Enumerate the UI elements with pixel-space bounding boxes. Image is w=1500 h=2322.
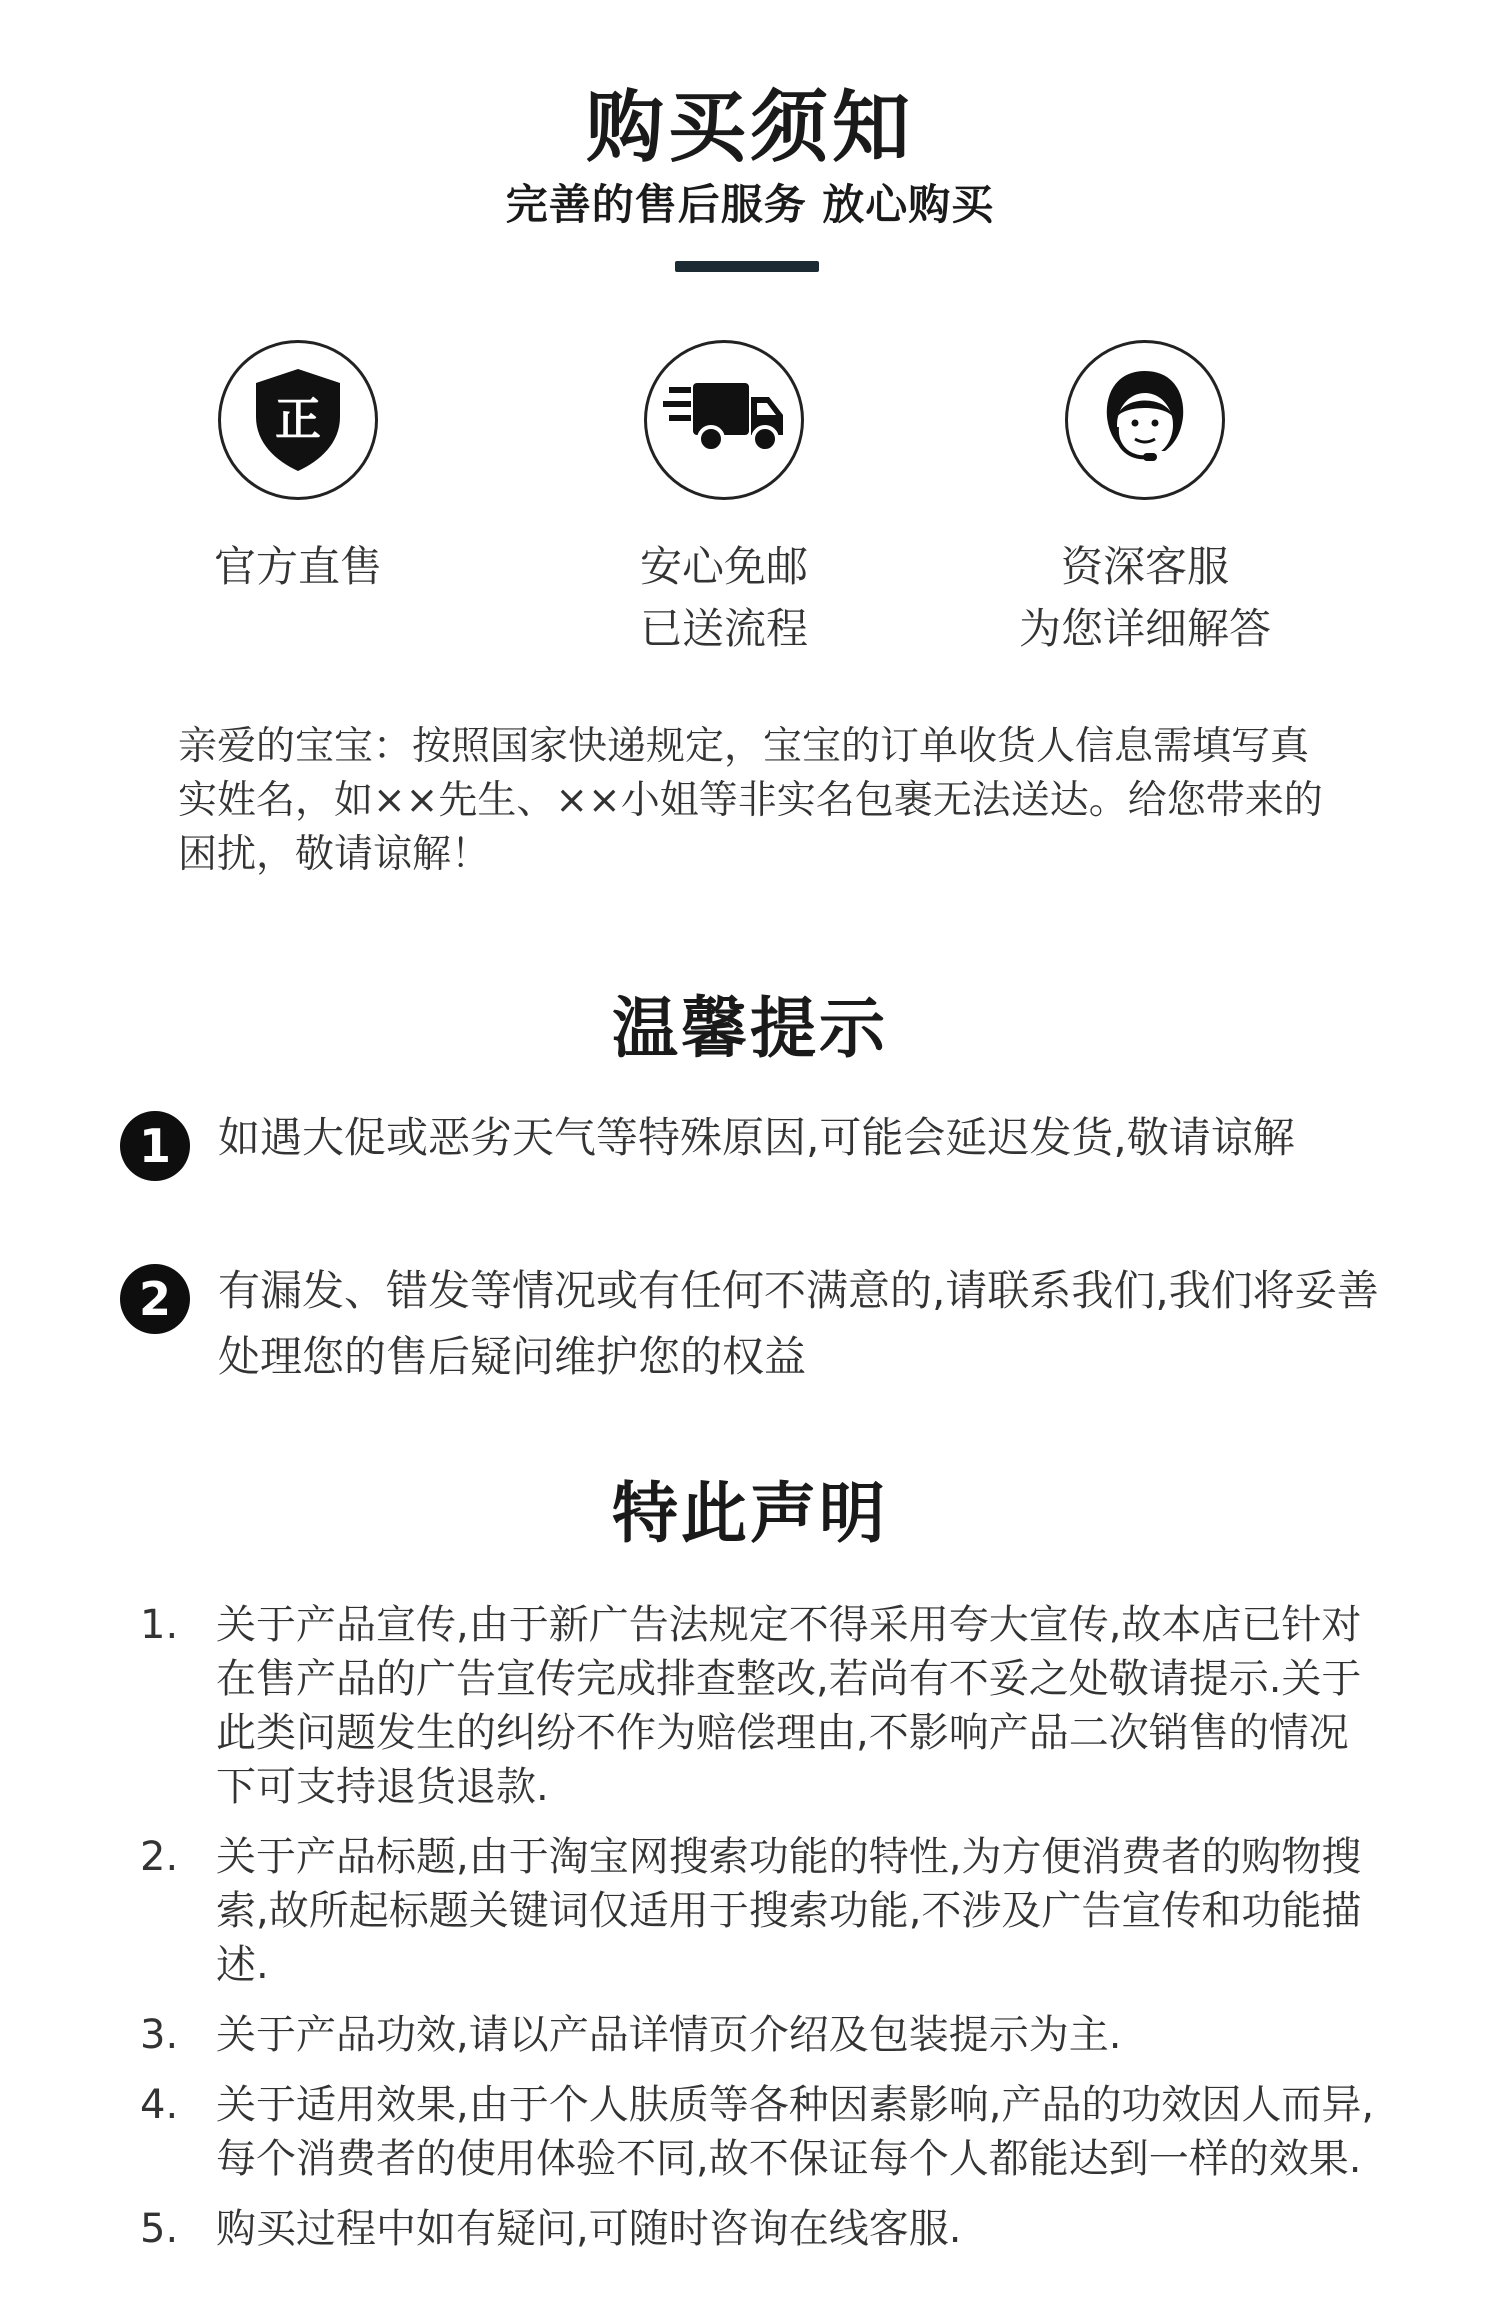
feature-label: 安心免邮 已送流程 xyxy=(639,542,808,653)
feature-official-sale xyxy=(128,340,468,598)
statement-text: 关于产品功效,请以产品详情页介绍及包装提示为主. xyxy=(216,2012,1122,2058)
statement-text: 关于适用效果,由于个人肤质等各种因素影响,产品的功效因人而异,每个消费者的使用体验不同,故不保证每个人都能达到一样的效果. xyxy=(216,2082,1375,2182)
statement-text: 关于产品宣传,由于新广告法规定不得采用夸大宣传,故本店已针对在售产品的广告宣传完成排查整改,若尚有不妥之处敬请提示.关于此类问题发生的纠纷不作为赔偿理由,不影响产品二次销售的情况下可支持退货退款. xyxy=(216,1602,1362,1810)
tip-text: 如遇大促或恶劣天气等特殊原因,可能会延迟发货,敬请谅解 xyxy=(218,1113,1295,1162)
page-subtitle: 完善的售后服务 放心购买 xyxy=(505,180,995,229)
customer-service-icon xyxy=(1095,365,1195,475)
delivery-truck-icon xyxy=(659,375,789,465)
tips-title: 温馨提示 xyxy=(612,990,888,1067)
shield-icon xyxy=(248,365,348,475)
statement-item xyxy=(140,2202,1380,2256)
feature-free-shipping xyxy=(554,340,894,660)
statement-number: 2. xyxy=(140,1834,179,1880)
feature-icon-circle xyxy=(218,340,378,500)
statement-item xyxy=(140,2078,1380,2186)
tip-text: 有漏发、错发等情况或有任何不满意的,请联系我们,我们将妥善处理您的售后疑问维护您的权益 xyxy=(218,1266,1379,1381)
statement-number: 1. xyxy=(140,1602,179,1648)
feature-label: 资深客服 为您详细解答 xyxy=(1018,542,1271,653)
statement-text: 关于产品标题,由于淘宝网搜索功能的特性,为方便消费者的购物搜索,故所起标题关键词仅适用于搜索功能,不涉及广告宣传和功能描述. xyxy=(216,1834,1362,1988)
feature-icon-circle xyxy=(1065,340,1225,500)
tip-item xyxy=(120,1258,1390,1390)
shield-badge-text: 正 xyxy=(275,392,321,446)
statement-list xyxy=(140,1598,1380,2272)
statement-number: 3. xyxy=(140,2012,179,2058)
feature-customer-service xyxy=(975,340,1315,660)
statement-item xyxy=(140,1598,1380,1814)
statement-number: 4. xyxy=(140,2082,179,2128)
statement-item xyxy=(140,2008,1380,2062)
feature-icon-circle xyxy=(644,340,804,500)
tip-number-badge: 2 xyxy=(120,1264,190,1334)
title-divider xyxy=(675,261,819,272)
statement-title: 特此声明 xyxy=(612,1475,888,1552)
statement-text: 购买过程中如有疑问,可随时咨询在线客服. xyxy=(216,2206,962,2252)
notice-text: 亲爱的宝宝：按照国家快递规定，宝宝的订单收货人信息需填写真实姓名，如××先生、××小姐等非实名包裹无法送达。给您带来的困扰，敬请谅解！ xyxy=(178,724,1323,877)
tip-item xyxy=(120,1105,1390,1171)
feature-label: 官方直售 xyxy=(213,542,382,591)
statement-item xyxy=(140,1830,1380,1992)
statement-number: 5. xyxy=(140,2206,179,2252)
tip-number-badge: 1 xyxy=(120,1111,190,1181)
page-title: 购买须知 xyxy=(585,83,914,173)
